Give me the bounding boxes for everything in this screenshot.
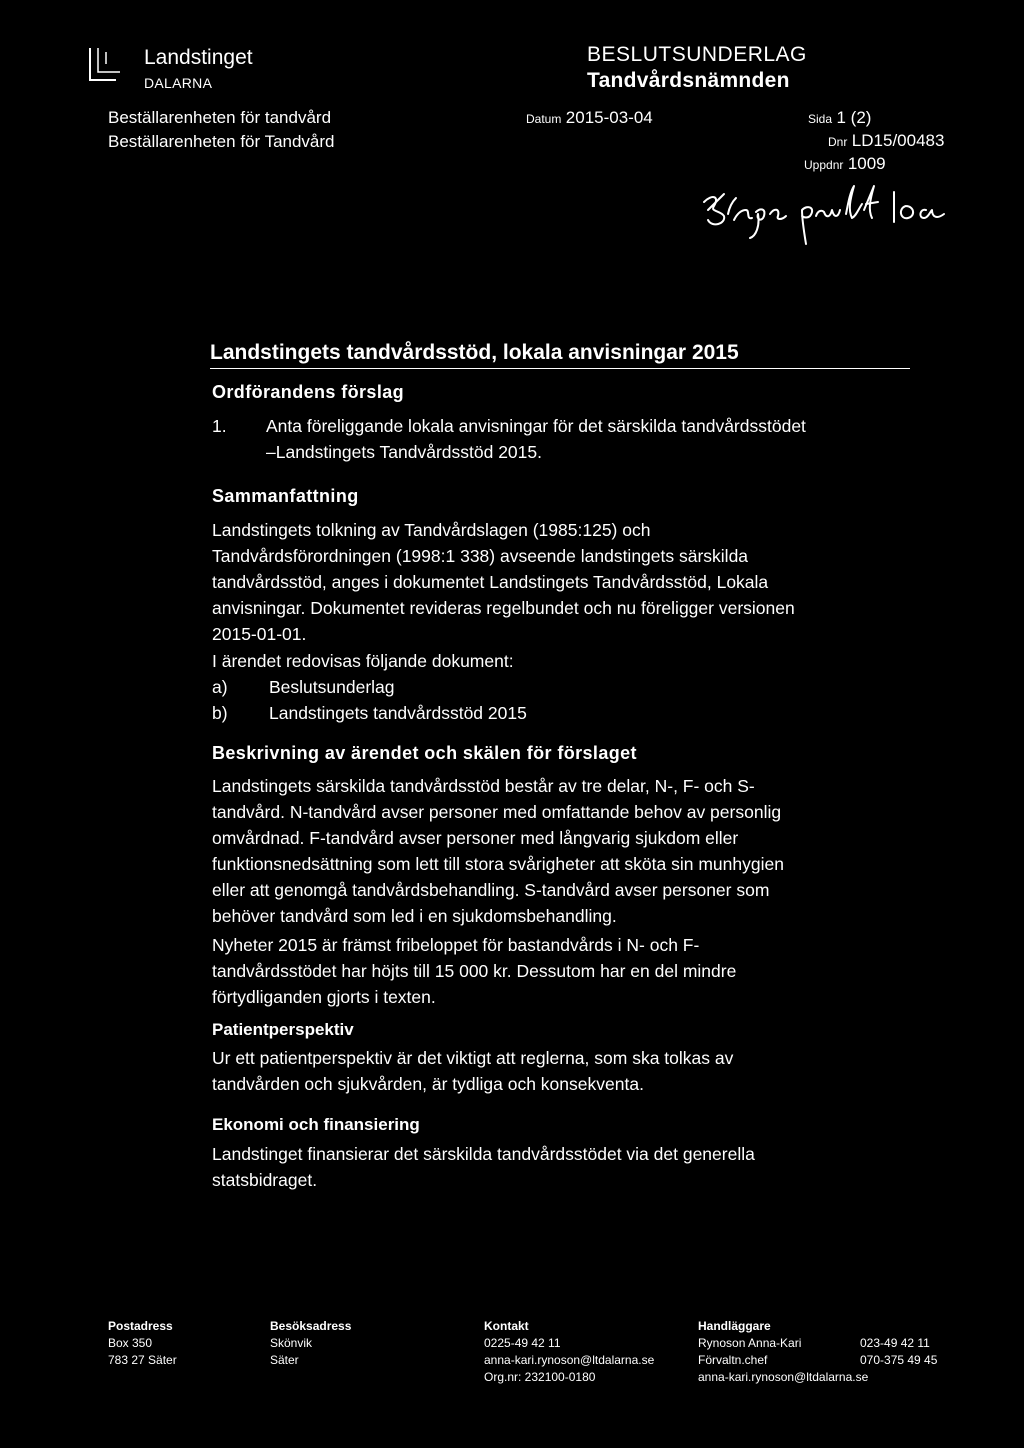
page-label: Sida bbox=[808, 112, 833, 126]
economy-line: Landstinget finansierar det särskilda tandvårdsstödet via det generella bbox=[212, 1144, 755, 1164]
list-item bbox=[212, 674, 812, 700]
summary-paragraph-2: I ärendet redovisas följande dokument: bbox=[212, 651, 514, 671]
footer-postal-line-1: Box 350 bbox=[108, 1336, 153, 1350]
description-line: omvårdnad. F-tandvård avser personer med långvarig sjukdom eller bbox=[212, 828, 739, 848]
footer-contact-phone: 0225-49 42 11 bbox=[484, 1336, 561, 1350]
patient-line: tandvården och sjukvården, är tydliga och konsekventa. bbox=[212, 1074, 644, 1094]
proposal-item-line-2: –Landstingets Tandvårdsstöd 2015. bbox=[266, 442, 542, 462]
footer-visit bbox=[270, 1318, 351, 1369]
summary-paragraph-1 bbox=[212, 517, 912, 647]
description-heading: Beskrivning av ärendet och skälen för förslaget bbox=[212, 743, 637, 763]
list-item-marker: a) bbox=[212, 677, 228, 697]
date-value: 2015-03-04 bbox=[565, 108, 653, 127]
footer-visit-heading: Besöksadress bbox=[270, 1319, 352, 1333]
organization-logo bbox=[86, 38, 286, 98]
description-line: tandvårdsstödet har höjts till 15 000 kr. Dessutom har en del mindre bbox=[212, 961, 737, 981]
summary-line: 2015-01-01. bbox=[212, 624, 307, 644]
economy-paragraph bbox=[212, 1141, 912, 1193]
footer-contact bbox=[484, 1318, 654, 1386]
board-name: Tandvårdsnämnden bbox=[587, 69, 790, 92]
description-line: Nyheter 2015 är främst fribeloppet för bastandvårds i N- och F- bbox=[212, 935, 700, 955]
proposal-item-line-1: Anta föreliggande lokala anvisningar för det särskilda tandvårdsstödet bbox=[266, 416, 806, 436]
summary-line: tandvårdsstöd, anges i dokumentet Landstingets Tandvårdsstöd, Lokala bbox=[212, 572, 769, 592]
uppdnr-field bbox=[804, 154, 886, 174]
description-line: behöver tandvård som led i en sjukdomsbehandling. bbox=[212, 906, 617, 926]
logo-name: Landstinget bbox=[144, 46, 253, 69]
description-line: Landstingets särskilda tandvårdsstöd består av tre delar, N-, F- och S- bbox=[212, 776, 755, 796]
footer-contact-email: anna-kari.rynoson@ltdalarna.se bbox=[484, 1353, 655, 1367]
footer-postal-heading: Postadress bbox=[108, 1319, 173, 1333]
footer-postal bbox=[108, 1318, 177, 1369]
dnr-field bbox=[828, 131, 944, 151]
summary-line: Tandvårdsförordningen (1998:1 338) avseende landstingets särskilda bbox=[212, 546, 749, 566]
uppdnr-value: 1009 bbox=[847, 154, 886, 173]
date-label: Datum bbox=[526, 112, 562, 126]
summary-line: Landstingets tolkning av Tandvårdslagen (1985:125) och bbox=[212, 520, 651, 540]
date-field bbox=[526, 108, 653, 128]
footer-handler-heading: Handläggare bbox=[698, 1319, 771, 1333]
issuer-line-1: Beställarenheten för tandvård bbox=[108, 108, 332, 127]
footer-contact-orgnr: Org.nr: 232100-0180 bbox=[484, 1370, 596, 1384]
patient-heading: Patientperspektiv bbox=[212, 1020, 354, 1039]
list-item-text: Beslutsunderlag bbox=[269, 677, 395, 697]
proposal-item bbox=[212, 413, 932, 469]
summary-line: anvisningar. Dokumentet revideras regelbundet och nu föreligger versionen bbox=[212, 598, 795, 618]
footer-contact-heading: Kontakt bbox=[484, 1319, 529, 1333]
description-paragraph-1 bbox=[212, 773, 912, 929]
description-line: tandvård. N-tandvård avser personer med omfattande behov av personlig bbox=[212, 802, 782, 822]
handwritten-annotation bbox=[698, 180, 968, 254]
footer-handler-phone-2: 070-375 49 45 bbox=[860, 1353, 938, 1367]
page-field bbox=[808, 108, 871, 128]
footer-handler-phone-1: 023-49 42 11 bbox=[860, 1336, 930, 1350]
proposal-item-number: 1. bbox=[212, 416, 227, 436]
dnr-value: LD15/00483 bbox=[851, 131, 945, 150]
list-item-marker: b) bbox=[212, 703, 228, 723]
footer-handler-email: anna-kari.rynoson@ltdalarna.se bbox=[698, 1370, 869, 1384]
footer-visit-line-2: Säter bbox=[270, 1353, 299, 1367]
list-item-text: Landstingets tandvårdsstöd 2015 bbox=[269, 703, 527, 723]
dnr-label: Dnr bbox=[828, 135, 848, 149]
proposal-heading: Ordförandens förslag bbox=[212, 382, 405, 402]
economy-heading: Ekonomi och finansiering bbox=[212, 1115, 420, 1134]
footer-postal-line-2: 783 27 Säter bbox=[108, 1353, 177, 1367]
document-type: BESLUTSUNDERLAG bbox=[587, 43, 807, 66]
footer-visit-line-1: Skönvik bbox=[270, 1336, 313, 1350]
footer-handler bbox=[698, 1318, 968, 1386]
patient-paragraph bbox=[212, 1045, 912, 1097]
logo-region: DALARNA bbox=[144, 75, 213, 91]
summary-heading: Sammanfattning bbox=[212, 486, 359, 506]
issuer-line-2: Beställarenheten för Tandvård bbox=[108, 132, 335, 151]
list-item bbox=[212, 700, 812, 726]
footer-handler-role: Förvaltn.chef bbox=[698, 1353, 768, 1367]
description-line: eller att genomgå tandvårdsbehandling. S-tandvård avser personer som bbox=[212, 880, 770, 900]
description-paragraph-2 bbox=[212, 932, 912, 1010]
description-line: förtydliganden gjorts i texten. bbox=[212, 987, 436, 1007]
description-line: funktionsnedsättning som lett till stora svårigheter att sköta sin munhygien bbox=[212, 854, 784, 874]
patient-line: Ur ett patientperspektiv är det viktigt att reglerna, som ska tolkas av bbox=[212, 1048, 734, 1068]
economy-line: statsbidraget. bbox=[212, 1170, 318, 1190]
page-title: Landstingets tandvårdsstöd, lokala anvisningar 2015 bbox=[210, 340, 910, 369]
landstinget-logo-mark-icon bbox=[86, 44, 122, 84]
footer-handler-name: Rynoson Anna-Kari bbox=[698, 1336, 802, 1350]
uppdnr-label: Uppdnr bbox=[804, 158, 844, 172]
page-value: 1 (2) bbox=[836, 108, 872, 127]
